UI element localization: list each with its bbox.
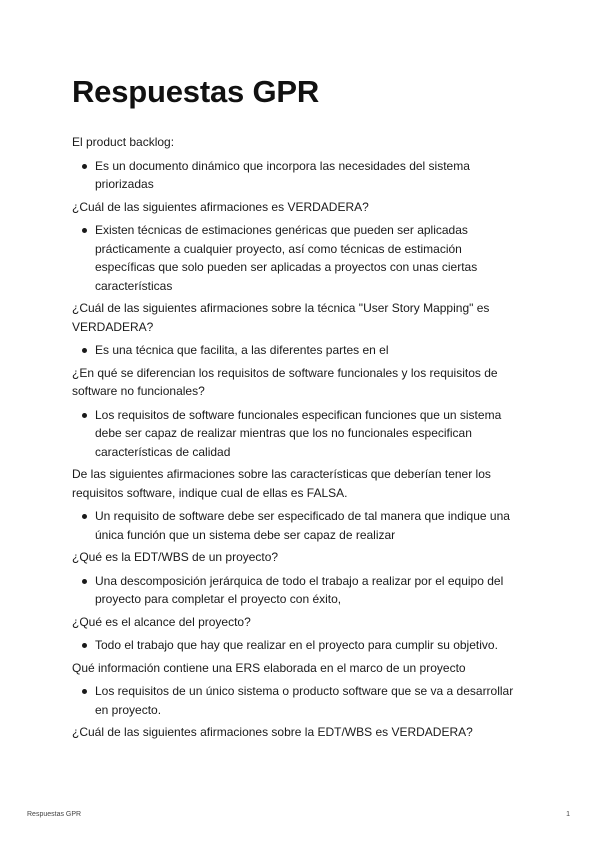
answer-text: Existen técnicas de estimaciones genéricas que pueden ser aplicadas prácticamente a cualquier proyecto, así como técnicas de estimación específicas que solo pueden ser aplicadas a proyectos con unas ciertas características <box>95 223 478 293</box>
answer-item <box>95 221 522 295</box>
page-number: 1 <box>566 811 570 818</box>
answer-list <box>72 636 522 655</box>
answer-item <box>95 341 522 360</box>
answer-text: Es una técnica que facilita, a las diferentes partes en el <box>95 343 389 357</box>
question-text: ¿Qué es el alcance del proyecto? <box>72 614 251 629</box>
question-text: ¿Cuál de las siguientes afirmaciones sobre la técnica "User Story Mapping" es VERDADERA? <box>72 301 490 334</box>
answer-text: Un requisito de software debe ser especificado de tal manera que indique una única función que un sistema debe ser capaz de realizar <box>95 509 510 542</box>
answer-text: Los requisitos de un único sistema o producto software que se va a desarrollar en proyecto. <box>95 684 514 717</box>
question-text: De las siguientes afirmaciones sobre las características que deberían tener los requisitos software, indique cual de ellas es FALSA. <box>72 467 491 500</box>
answer-item <box>95 406 522 462</box>
answer-text: Una descomposición jerárquica de todo el trabajo a realizar por el equipo del proyecto para completar el proyecto con éxito, <box>95 573 504 606</box>
bullet-icon <box>82 348 87 353</box>
answer-list <box>72 221 522 295</box>
bullet-icon <box>82 164 87 169</box>
answer-item <box>95 157 522 194</box>
answer-item <box>95 507 522 544</box>
bullet-icon <box>82 689 87 694</box>
answer-item <box>95 572 522 609</box>
bullet-icon <box>82 413 87 418</box>
answer-text: Los requisitos de software funcionales especifican funciones que un sistema debe ser capaz de realizar mientras que los no funcionales especifican características de calidad <box>95 407 502 459</box>
question-text: Qué información contiene una ERS elaborada en el marco de un proyecto <box>72 660 466 675</box>
answer-text: Todo el trabajo que hay que realizar en el proyecto para cumplir su objetivo. <box>95 638 498 652</box>
question-text: El product backlog: <box>72 135 175 149</box>
bullet-icon <box>82 579 87 584</box>
page-title: Respuestas GPR <box>72 74 320 109</box>
answer-list <box>72 682 522 719</box>
answer-text: Es un documento dinámico que incorpora las necesidades del sistema priorizadas <box>95 158 470 191</box>
bullet-icon <box>82 228 87 233</box>
bullet-icon <box>82 643 87 648</box>
answer-item <box>95 682 522 719</box>
answer-list <box>72 157 522 194</box>
bullet-icon <box>82 514 87 519</box>
question-text: ¿Cuál de las siguientes afirmaciones es VERDADERA? <box>72 199 369 214</box>
question-text: ¿Qué es la EDT/WBS de un proyecto? <box>72 550 279 564</box>
question-text: ¿Cuál de las siguientes afirmaciones sobre la EDT/WBS es VERDADERA? <box>72 725 473 739</box>
answer-list <box>72 507 522 544</box>
answer-list <box>72 341 522 360</box>
question-text: ¿En qué se diferencian los requisitos de software funcionales y los requisitos de software no funcionales? <box>72 365 498 398</box>
answer-item <box>95 636 522 655</box>
footer-title: Respuestas GPR <box>27 811 82 818</box>
document-body <box>72 133 522 742</box>
answer-list <box>72 406 522 462</box>
answer-list <box>72 572 522 609</box>
